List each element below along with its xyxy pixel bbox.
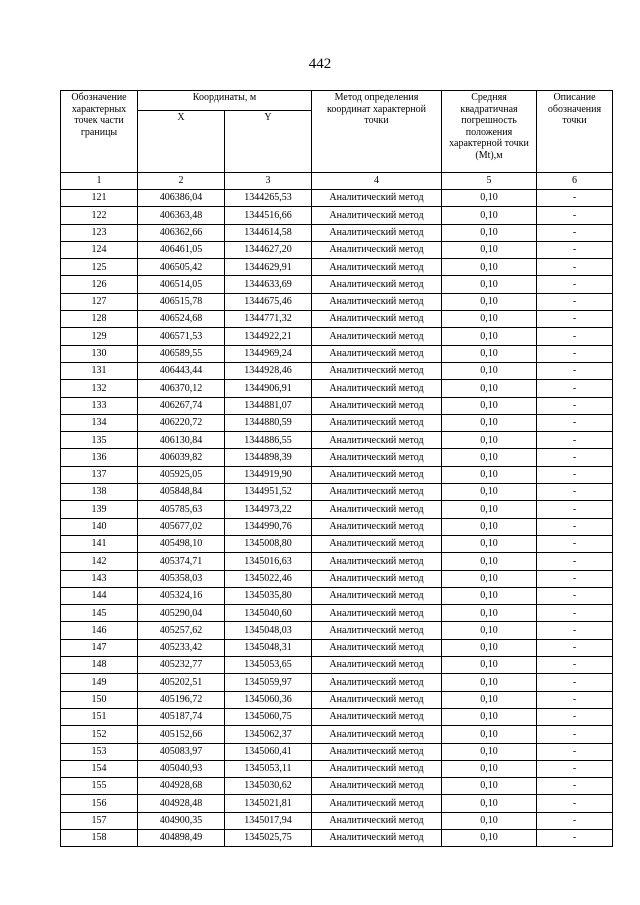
- x-coordinate-cell: 406363,48: [138, 207, 225, 224]
- method-cell: Аналитический метод: [312, 553, 442, 570]
- table-row: [61, 259, 613, 276]
- point-id-cell: 125: [61, 259, 138, 276]
- table-row: [61, 466, 613, 483]
- description-cell: -: [537, 829, 613, 846]
- x-coordinate-cell: 406524,68: [138, 311, 225, 328]
- header-accuracy: Средняя квадратичная погрешность положения характерной точки (Mt),м: [442, 91, 537, 173]
- point-id-cell: 151: [61, 708, 138, 725]
- table-row: [61, 414, 613, 431]
- point-id-cell: 137: [61, 466, 138, 483]
- table-row: [61, 224, 613, 241]
- description-cell: -: [537, 518, 613, 535]
- method-cell: Аналитический метод: [312, 328, 442, 345]
- point-id-cell: 126: [61, 276, 138, 293]
- y-coordinate-cell: 1345059,97: [225, 674, 312, 691]
- description-cell: -: [537, 328, 613, 345]
- method-cell: Аналитический метод: [312, 691, 442, 708]
- x-coordinate-cell: 406362,66: [138, 224, 225, 241]
- header-coordinates: Координаты, м: [138, 91, 312, 111]
- accuracy-cell: 0,10: [442, 449, 537, 466]
- table-row: [61, 362, 613, 379]
- accuracy-cell: 0,10: [442, 657, 537, 674]
- description-cell: -: [537, 760, 613, 777]
- y-coordinate-cell: 1344906,91: [225, 380, 312, 397]
- x-coordinate-cell: 404900,35: [138, 812, 225, 829]
- description-cell: -: [537, 380, 613, 397]
- method-cell: Аналитический метод: [312, 293, 442, 310]
- x-coordinate-cell: 406370,12: [138, 380, 225, 397]
- point-id-cell: 145: [61, 605, 138, 622]
- point-id-cell: 157: [61, 812, 138, 829]
- table-header: [61, 91, 613, 190]
- y-coordinate-cell: 1344771,32: [225, 311, 312, 328]
- x-coordinate-cell: 404898,49: [138, 829, 225, 846]
- method-cell: Аналитический метод: [312, 241, 442, 258]
- table-row: [61, 605, 613, 622]
- accuracy-cell: 0,10: [442, 812, 537, 829]
- y-coordinate-cell: 1344880,59: [225, 414, 312, 431]
- table-row: [61, 691, 613, 708]
- description-cell: -: [537, 362, 613, 379]
- accuracy-cell: 0,10: [442, 795, 537, 812]
- accuracy-cell: 0,10: [442, 328, 537, 345]
- y-coordinate-cell: 1344675,46: [225, 293, 312, 310]
- header-y: Y: [225, 111, 312, 173]
- point-id-cell: 152: [61, 726, 138, 743]
- accuracy-cell: 0,10: [442, 241, 537, 258]
- description-cell: -: [537, 674, 613, 691]
- description-cell: -: [537, 743, 613, 760]
- method-cell: Аналитический метод: [312, 259, 442, 276]
- x-coordinate-cell: 405083,97: [138, 743, 225, 760]
- table-row: [61, 535, 613, 552]
- point-id-cell: 123: [61, 224, 138, 241]
- point-id-cell: 140: [61, 518, 138, 535]
- y-coordinate-cell: 1344973,22: [225, 501, 312, 518]
- column-number: 4: [312, 173, 442, 190]
- column-number: 6: [537, 173, 613, 190]
- method-cell: Аналитический метод: [312, 207, 442, 224]
- column-number: 1: [61, 173, 138, 190]
- description-cell: -: [537, 639, 613, 656]
- accuracy-cell: 0,10: [442, 397, 537, 414]
- y-coordinate-cell: 1344629,91: [225, 259, 312, 276]
- table-row: [61, 241, 613, 258]
- description-cell: -: [537, 778, 613, 795]
- description-cell: -: [537, 622, 613, 639]
- x-coordinate-cell: 405232,77: [138, 657, 225, 674]
- point-id-cell: 154: [61, 760, 138, 777]
- method-cell: Аналитический метод: [312, 518, 442, 535]
- accuracy-cell: 0,10: [442, 311, 537, 328]
- method-cell: Аналитический метод: [312, 397, 442, 414]
- table-row: [61, 190, 613, 207]
- y-coordinate-cell: 1344951,52: [225, 484, 312, 501]
- y-coordinate-cell: 1344969,24: [225, 345, 312, 362]
- accuracy-cell: 0,10: [442, 362, 537, 379]
- method-cell: Аналитический метод: [312, 380, 442, 397]
- point-id-cell: 127: [61, 293, 138, 310]
- accuracy-cell: 0,10: [442, 345, 537, 362]
- method-cell: Аналитический метод: [312, 449, 442, 466]
- description-cell: -: [537, 605, 613, 622]
- method-cell: Аналитический метод: [312, 708, 442, 725]
- x-coordinate-cell: 405498,10: [138, 535, 225, 552]
- method-cell: Аналитический метод: [312, 812, 442, 829]
- accuracy-cell: 0,10: [442, 276, 537, 293]
- table-row: [61, 207, 613, 224]
- table-row: [61, 760, 613, 777]
- method-cell: Аналитический метод: [312, 622, 442, 639]
- description-cell: -: [537, 293, 613, 310]
- table-row: [61, 311, 613, 328]
- description-cell: -: [537, 708, 613, 725]
- point-id-cell: 132: [61, 380, 138, 397]
- y-coordinate-cell: 1345053,65: [225, 657, 312, 674]
- accuracy-cell: 0,10: [442, 708, 537, 725]
- method-cell: Аналитический метод: [312, 829, 442, 846]
- x-coordinate-cell: 406267,74: [138, 397, 225, 414]
- x-coordinate-cell: 405374,71: [138, 553, 225, 570]
- description-cell: -: [537, 224, 613, 241]
- x-coordinate-cell: 405257,62: [138, 622, 225, 639]
- x-coordinate-cell: 405324,16: [138, 587, 225, 604]
- method-cell: Аналитический метод: [312, 795, 442, 812]
- x-coordinate-cell: 404928,68: [138, 778, 225, 795]
- description-cell: -: [537, 466, 613, 483]
- accuracy-cell: 0,10: [442, 501, 537, 518]
- x-coordinate-cell: 406505,42: [138, 259, 225, 276]
- y-coordinate-cell: 1344922,21: [225, 328, 312, 345]
- accuracy-cell: 0,10: [442, 535, 537, 552]
- accuracy-cell: 0,10: [442, 432, 537, 449]
- table-row: [61, 795, 613, 812]
- x-coordinate-cell: 405925,05: [138, 466, 225, 483]
- accuracy-cell: 0,10: [442, 207, 537, 224]
- x-coordinate-cell: 405040,93: [138, 760, 225, 777]
- y-coordinate-cell: 1344898,39: [225, 449, 312, 466]
- method-cell: Аналитический метод: [312, 743, 442, 760]
- description-cell: -: [537, 812, 613, 829]
- description-cell: -: [537, 726, 613, 743]
- table-row: [61, 484, 613, 501]
- description-cell: -: [537, 311, 613, 328]
- accuracy-cell: 0,10: [442, 726, 537, 743]
- point-id-cell: 143: [61, 570, 138, 587]
- method-cell: Аналитический метод: [312, 466, 442, 483]
- x-coordinate-cell: 406514,05: [138, 276, 225, 293]
- method-cell: Аналитический метод: [312, 570, 442, 587]
- method-cell: Аналитический метод: [312, 726, 442, 743]
- method-cell: Аналитический метод: [312, 432, 442, 449]
- point-id-cell: 144: [61, 587, 138, 604]
- table-row: [61, 778, 613, 795]
- table-row: [61, 380, 613, 397]
- point-id-cell: 136: [61, 449, 138, 466]
- x-coordinate-cell: 405202,51: [138, 674, 225, 691]
- point-id-cell: 131: [61, 362, 138, 379]
- description-cell: -: [537, 190, 613, 207]
- x-coordinate-cell: 405152,66: [138, 726, 225, 743]
- point-id-cell: 130: [61, 345, 138, 362]
- description-cell: -: [537, 657, 613, 674]
- table-row: [61, 829, 613, 846]
- table-row: [61, 726, 613, 743]
- point-id-cell: 135: [61, 432, 138, 449]
- y-coordinate-cell: 1345060,36: [225, 691, 312, 708]
- y-coordinate-cell: 1345060,41: [225, 743, 312, 760]
- table-row: [61, 587, 613, 604]
- accuracy-cell: 0,10: [442, 466, 537, 483]
- point-id-cell: 158: [61, 829, 138, 846]
- y-coordinate-cell: 1344990,76: [225, 518, 312, 535]
- x-coordinate-cell: 406515,78: [138, 293, 225, 310]
- accuracy-cell: 0,10: [442, 484, 537, 501]
- method-cell: Аналитический метод: [312, 311, 442, 328]
- description-cell: -: [537, 345, 613, 362]
- method-cell: Аналитический метод: [312, 674, 442, 691]
- method-cell: Аналитический метод: [312, 501, 442, 518]
- y-coordinate-cell: 1345025,75: [225, 829, 312, 846]
- y-coordinate-cell: 1344627,20: [225, 241, 312, 258]
- x-coordinate-cell: 405233,42: [138, 639, 225, 656]
- method-cell: Аналитический метод: [312, 605, 442, 622]
- table-row: [61, 328, 613, 345]
- table-row: [61, 743, 613, 760]
- table-row: [61, 293, 613, 310]
- table-row: [61, 570, 613, 587]
- accuracy-cell: 0,10: [442, 380, 537, 397]
- method-cell: Аналитический метод: [312, 778, 442, 795]
- point-id-cell: 148: [61, 657, 138, 674]
- description-cell: -: [537, 587, 613, 604]
- accuracy-cell: 0,10: [442, 760, 537, 777]
- description-cell: -: [537, 691, 613, 708]
- column-number: 3: [225, 173, 312, 190]
- y-coordinate-cell: 1344881,07: [225, 397, 312, 414]
- description-cell: -: [537, 414, 613, 431]
- description-cell: -: [537, 795, 613, 812]
- x-coordinate-cell: 406039,82: [138, 449, 225, 466]
- x-coordinate-cell: 405677,02: [138, 518, 225, 535]
- point-id-cell: 121: [61, 190, 138, 207]
- y-coordinate-cell: 1345017,94: [225, 812, 312, 829]
- y-coordinate-cell: 1345016,63: [225, 553, 312, 570]
- table-row: [61, 674, 613, 691]
- y-coordinate-cell: 1344265,53: [225, 190, 312, 207]
- table-row: [61, 657, 613, 674]
- table-row: [61, 276, 613, 293]
- table-row: [61, 622, 613, 639]
- table-row: [61, 553, 613, 570]
- accuracy-cell: 0,10: [442, 293, 537, 310]
- point-id-cell: 142: [61, 553, 138, 570]
- point-id-cell: 134: [61, 414, 138, 431]
- header-designation: Обозначение характерных точек части границы: [61, 91, 138, 173]
- description-cell: -: [537, 207, 613, 224]
- x-coordinate-cell: 404928,48: [138, 795, 225, 812]
- y-coordinate-cell: 1345062,37: [225, 726, 312, 743]
- point-id-cell: 128: [61, 311, 138, 328]
- table-row: [61, 708, 613, 725]
- description-cell: -: [537, 276, 613, 293]
- method-cell: Аналитический метод: [312, 760, 442, 777]
- method-cell: Аналитический метод: [312, 535, 442, 552]
- accuracy-cell: 0,10: [442, 570, 537, 587]
- method-cell: Аналитический метод: [312, 276, 442, 293]
- description-cell: -: [537, 449, 613, 466]
- y-coordinate-cell: 1345030,62: [225, 778, 312, 795]
- description-cell: -: [537, 432, 613, 449]
- description-cell: -: [537, 259, 613, 276]
- y-coordinate-cell: 1345048,31: [225, 639, 312, 656]
- table-body: [61, 190, 613, 847]
- x-coordinate-cell: 406386,04: [138, 190, 225, 207]
- method-cell: Аналитический метод: [312, 190, 442, 207]
- column-number: 5: [442, 173, 537, 190]
- point-id-cell: 146: [61, 622, 138, 639]
- page-number: 442: [308, 56, 332, 72]
- y-coordinate-cell: 1344919,90: [225, 466, 312, 483]
- table-row: [61, 449, 613, 466]
- y-coordinate-cell: 1344516,66: [225, 207, 312, 224]
- point-id-cell: 149: [61, 674, 138, 691]
- accuracy-cell: 0,10: [442, 622, 537, 639]
- x-coordinate-cell: 405848,84: [138, 484, 225, 501]
- column-number: 2: [138, 173, 225, 190]
- description-cell: -: [537, 570, 613, 587]
- point-id-cell: 139: [61, 501, 138, 518]
- x-coordinate-cell: 406130,84: [138, 432, 225, 449]
- method-cell: Аналитический метод: [312, 414, 442, 431]
- y-coordinate-cell: 1345035,80: [225, 587, 312, 604]
- accuracy-cell: 0,10: [442, 224, 537, 241]
- y-coordinate-cell: 1344928,46: [225, 362, 312, 379]
- y-coordinate-cell: 1345060,75: [225, 708, 312, 725]
- table-row: [61, 345, 613, 362]
- y-coordinate-cell: 1345053,11: [225, 760, 312, 777]
- point-id-cell: 129: [61, 328, 138, 345]
- accuracy-cell: 0,10: [442, 587, 537, 604]
- description-cell: -: [537, 484, 613, 501]
- table-row: [61, 501, 613, 518]
- x-coordinate-cell: 405196,72: [138, 691, 225, 708]
- point-id-cell: 133: [61, 397, 138, 414]
- point-id-cell: 141: [61, 535, 138, 552]
- x-coordinate-cell: 405187,74: [138, 708, 225, 725]
- point-id-cell: 156: [61, 795, 138, 812]
- coordinates-table: [60, 90, 613, 847]
- header-method: Метод определения координат характерной точки: [312, 91, 442, 173]
- table-row: [61, 639, 613, 656]
- y-coordinate-cell: 1345048,03: [225, 622, 312, 639]
- point-id-cell: 147: [61, 639, 138, 656]
- table-row: [61, 812, 613, 829]
- y-coordinate-cell: 1345021,81: [225, 795, 312, 812]
- method-cell: Аналитический метод: [312, 345, 442, 362]
- column-number-row: [61, 173, 613, 190]
- accuracy-cell: 0,10: [442, 190, 537, 207]
- point-id-cell: 155: [61, 778, 138, 795]
- table-row: [61, 518, 613, 535]
- y-coordinate-cell: 1344614,58: [225, 224, 312, 241]
- x-coordinate-cell: 406220,72: [138, 414, 225, 431]
- accuracy-cell: 0,10: [442, 778, 537, 795]
- accuracy-cell: 0,10: [442, 691, 537, 708]
- x-coordinate-cell: 405358,03: [138, 570, 225, 587]
- y-coordinate-cell: 1344633,69: [225, 276, 312, 293]
- table-row: [61, 397, 613, 414]
- y-coordinate-cell: 1345008,80: [225, 535, 312, 552]
- accuracy-cell: 0,10: [442, 674, 537, 691]
- point-id-cell: 124: [61, 241, 138, 258]
- method-cell: Аналитический метод: [312, 362, 442, 379]
- x-coordinate-cell: 406589,55: [138, 345, 225, 362]
- y-coordinate-cell: 1344886,55: [225, 432, 312, 449]
- point-id-cell: 122: [61, 207, 138, 224]
- x-coordinate-cell: 405290,04: [138, 605, 225, 622]
- description-cell: -: [537, 501, 613, 518]
- method-cell: Аналитический метод: [312, 587, 442, 604]
- accuracy-cell: 0,10: [442, 639, 537, 656]
- method-cell: Аналитический метод: [312, 639, 442, 656]
- point-id-cell: 150: [61, 691, 138, 708]
- x-coordinate-cell: 405785,63: [138, 501, 225, 518]
- method-cell: Аналитический метод: [312, 484, 442, 501]
- x-coordinate-cell: 406571,53: [138, 328, 225, 345]
- x-coordinate-cell: 406443,44: [138, 362, 225, 379]
- y-coordinate-cell: 1345022,46: [225, 570, 312, 587]
- accuracy-cell: 0,10: [442, 518, 537, 535]
- accuracy-cell: 0,10: [442, 743, 537, 760]
- description-cell: -: [537, 397, 613, 414]
- accuracy-cell: 0,10: [442, 553, 537, 570]
- description-cell: -: [537, 535, 613, 552]
- method-cell: Аналитический метод: [312, 224, 442, 241]
- header-description: Описание обозначения точки: [537, 91, 613, 173]
- point-id-cell: 153: [61, 743, 138, 760]
- table-row: [61, 432, 613, 449]
- y-coordinate-cell: 1345040,60: [225, 605, 312, 622]
- point-id-cell: 138: [61, 484, 138, 501]
- method-cell: Аналитический метод: [312, 657, 442, 674]
- accuracy-cell: 0,10: [442, 605, 537, 622]
- description-cell: -: [537, 241, 613, 258]
- x-coordinate-cell: 406461,05: [138, 241, 225, 258]
- description-cell: -: [537, 553, 613, 570]
- accuracy-cell: 0,10: [442, 829, 537, 846]
- accuracy-cell: 0,10: [442, 414, 537, 431]
- accuracy-cell: 0,10: [442, 259, 537, 276]
- header-x: X: [138, 111, 225, 173]
